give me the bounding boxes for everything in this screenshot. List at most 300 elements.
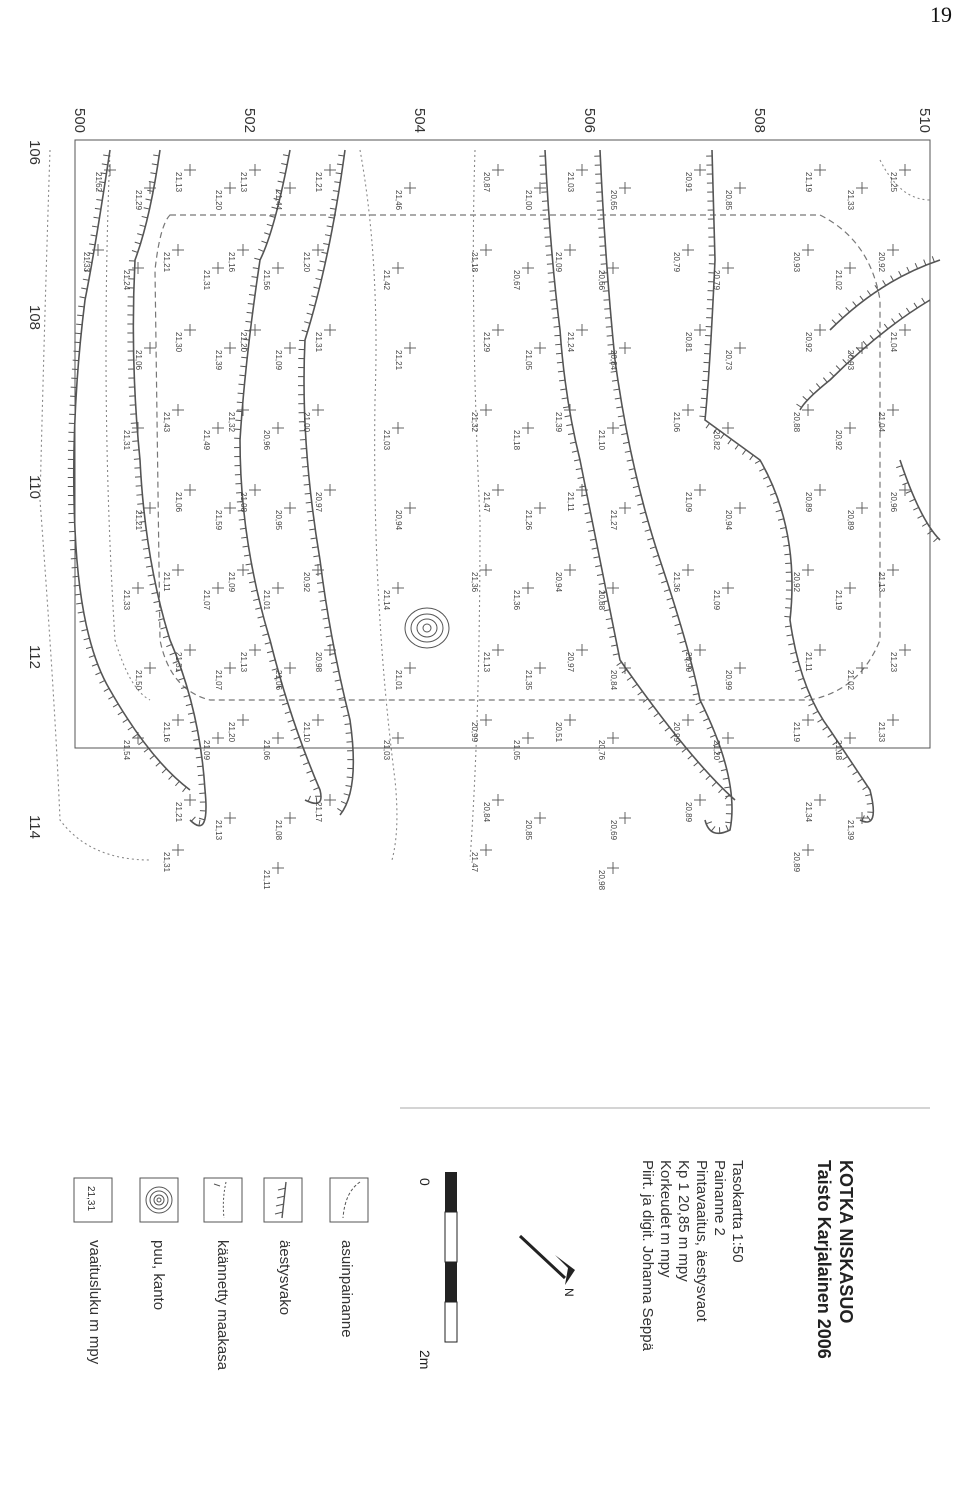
furrow-tick: [316, 278, 322, 279]
elevation-value: 21,54: [122, 740, 131, 761]
furrow-tick: [312, 547, 318, 548]
furrow-tick: [783, 545, 789, 546]
furrow-tick: [560, 389, 566, 390]
furrow-tick: [144, 748, 149, 752]
furrow-tick: [631, 477, 637, 478]
furrow-tick: [656, 564, 662, 566]
furrow-tick: [138, 741, 143, 745]
furrow-tick: [333, 191, 339, 192]
furrow-tick: [677, 633, 683, 635]
furrow-tick: [559, 380, 565, 381]
furrow-tick: [132, 251, 138, 253]
survey-cross-icon: [856, 662, 868, 674]
elevation-value: 20,92: [302, 572, 311, 593]
furrow-tick: [606, 327, 612, 328]
dotted-boundary-3: [40, 150, 150, 860]
elevation-value: 21,49: [202, 430, 211, 451]
furrow-tick: [320, 261, 326, 262]
furrow-tick: [291, 729, 297, 731]
survey-cross-icon: [172, 564, 184, 576]
furrow-tick: [260, 625, 266, 627]
survey-cross-icon: [284, 502, 296, 514]
furrow-3: [545, 150, 735, 800]
furrow-tick: [672, 615, 678, 617]
survey-cross-icon: [682, 564, 694, 576]
survey-cross-icon: [887, 714, 899, 726]
furrow-tick: [924, 260, 926, 266]
elevation-value: 21,18: [470, 252, 479, 273]
legend-label-2: äestysvako: [276, 1240, 293, 1316]
furrow-tick: [245, 321, 251, 322]
survey-cross-icon: [576, 644, 588, 656]
elevation-value: 20,89: [804, 492, 813, 513]
survey-cross-icon: [887, 404, 899, 416]
survey-cross-icon: [844, 262, 856, 274]
furrow-tick: [123, 719, 128, 722]
furrow-tick: [89, 656, 95, 658]
furrow-tick: [328, 217, 334, 218]
furrow-tick: [550, 291, 556, 292]
survey-cross-icon: [814, 644, 826, 656]
elevation-value: 21,31: [162, 852, 171, 873]
furrow-tick: [338, 155, 344, 156]
furrow-tick: [782, 536, 788, 537]
survey-cross-icon: [814, 484, 826, 496]
furrow-tick: [305, 493, 311, 494]
elevation-value: 20,95: [274, 510, 283, 531]
furrow-tick: [346, 733, 352, 734]
furrow-tick: [583, 504, 589, 505]
elevation-value: 21,02: [834, 270, 843, 291]
furrow-tick: [331, 199, 337, 200]
furrow-tick: [79, 621, 85, 622]
grid-col-label: 114: [26, 815, 43, 839]
furrow-tick: [89, 244, 95, 245]
survey-cross-icon: [899, 324, 911, 336]
grid-col-label: 108: [26, 305, 43, 331]
furrow-tick: [632, 684, 637, 688]
furrow-tick: [688, 755, 693, 759]
elevation-value: 21,02: [846, 670, 855, 691]
elevation-value: 21,29: [482, 332, 491, 353]
furrow-tick: [932, 256, 934, 262]
furrow-tick: [118, 712, 123, 715]
survey-cross-icon: [564, 564, 576, 576]
grid-row-label: 506: [581, 108, 598, 134]
legend-item-vaaitusluku: [74, 1178, 112, 1365]
furrow-tick: [186, 704, 192, 705]
survey-cross-icon: [172, 244, 184, 256]
furrow-tick: [335, 680, 341, 681]
furrow-tick: [608, 627, 614, 628]
furrow-tick: [326, 636, 332, 637]
elevation-value: 21,36: [470, 572, 479, 593]
furrow-tick: [558, 371, 564, 372]
elevation-value: 21,42: [382, 270, 391, 291]
furrow-tick: [83, 279, 89, 280]
elevation-value: 21,11: [804, 652, 813, 672]
elevation-value: 20,96: [889, 492, 898, 513]
furrow-tick: [669, 607, 675, 609]
furrow-tick: [658, 572, 664, 574]
legend-author: Taisto Karjalainen 2006: [814, 1160, 834, 1359]
elevation-value: 21,09: [712, 590, 721, 611]
furrow-tick: [853, 771, 858, 774]
furrow-tick: [588, 530, 594, 531]
furrow-tick: [576, 468, 582, 469]
furrow-tick: [331, 662, 337, 663]
survey-cross-icon: [814, 794, 826, 806]
scale-max: 2m: [417, 1350, 433, 1370]
elevation-value: 20,92: [834, 430, 843, 451]
furrow-tick: [694, 762, 699, 766]
elevation-value: 21,03: [382, 430, 391, 451]
grid-row-label: 510: [916, 108, 933, 134]
elevation-value: 21,31: [202, 270, 211, 291]
furrow-tick: [192, 730, 198, 731]
elevation-value: 21,20: [712, 740, 721, 761]
furrow-tick: [267, 224, 273, 226]
furrow-tick: [809, 390, 813, 394]
legend-label-4: puu, kanto: [150, 1240, 167, 1311]
furrow-tick: [190, 722, 196, 723]
elevation-value: 21,05: [512, 740, 521, 761]
legend-label-3: käännetty maakasa: [214, 1240, 231, 1371]
elevation-value: 21,35: [524, 670, 533, 691]
survey-cross-icon: [564, 244, 576, 256]
furrow-tick: [136, 495, 142, 496]
furrow-tick: [75, 333, 81, 334]
survey-cross-icon: [224, 812, 236, 824]
elevation-value: 21,08: [274, 820, 283, 841]
furrow-tick: [578, 477, 584, 478]
furrow-tick: [563, 407, 569, 408]
elevation-value: 21,20: [239, 332, 248, 353]
furrow-tick: [693, 694, 699, 695]
survey-cross-icon: [224, 662, 236, 674]
furrow-tick: [325, 235, 331, 236]
furrow-tick: [830, 372, 834, 376]
furrow-tick: [306, 771, 312, 773]
elevation-value: 21,21: [162, 252, 171, 273]
elevation-value: 20,99: [470, 722, 479, 743]
furrow-tick: [317, 582, 323, 583]
furrow-tick: [892, 319, 896, 324]
furrow-tick: [618, 416, 624, 417]
furrow-tick: [91, 235, 97, 236]
furrow-tick: [78, 612, 84, 613]
elevation-value: 20,99: [684, 652, 693, 673]
furrow-tick: [144, 208, 150, 209]
page-number: 19: [930, 2, 952, 27]
survey-cross-icon: [480, 244, 492, 256]
furrow-tick: [728, 439, 732, 444]
elevation-value: 21,00: [302, 412, 311, 433]
furrow-tick: [92, 226, 98, 227]
elevation-value: 21,16: [162, 722, 171, 743]
furrow-tick: [341, 801, 347, 803]
survey-cross-icon: [522, 732, 534, 744]
furrow-tick: [86, 647, 92, 649]
furrow-tick: [642, 521, 648, 523]
elevation-value: 20,94: [394, 510, 403, 531]
elevation-value: 20,91: [684, 172, 693, 193]
furrow-tick: [735, 444, 739, 449]
elevation-value: 21,59: [214, 510, 223, 531]
furrow-tick: [253, 268, 259, 269]
elevation-value: 21,34: [804, 802, 813, 823]
furrow-tick: [307, 511, 313, 512]
furrow-tick: [622, 670, 627, 673]
furrow-tick: [313, 556, 319, 557]
survey-cross-icon: [856, 502, 868, 514]
elevation-value: 21,56: [262, 270, 271, 291]
survey-cross-icon: [392, 582, 404, 594]
furrow-tick: [144, 557, 150, 558]
survey-cross-icon: [404, 662, 416, 674]
furrow-tick: [241, 537, 247, 538]
survey-cross-icon: [522, 422, 534, 434]
furrow-tick: [724, 787, 730, 788]
furrow-tick: [346, 785, 352, 786]
elevation-value: 21,06: [134, 350, 143, 371]
furrow-tick: [867, 803, 873, 804]
furrow-tick: [570, 442, 576, 443]
furrow-tick: [545, 246, 551, 247]
survey-cross-icon: [324, 794, 336, 806]
elevation-value: 21,33: [122, 590, 131, 611]
elevation-value: 21,20: [302, 252, 311, 273]
furrow-tick: [175, 781, 179, 786]
elevation-value: 21,27: [609, 510, 618, 531]
furrow-tick: [896, 466, 902, 468]
furrow-tick: [863, 341, 867, 346]
furrow-tick: [162, 769, 166, 773]
elevation-value: 20,84: [609, 670, 618, 691]
elevation-value: 20,99: [672, 722, 681, 743]
furrow-tick: [140, 225, 146, 227]
survey-cross-icon: [284, 342, 296, 354]
furrow-tick: [617, 662, 622, 665]
furrow-tick: [113, 704, 118, 707]
elevation-value: 21,13: [877, 572, 886, 593]
furrow-tick: [696, 702, 701, 705]
furrow-tick: [133, 450, 139, 451]
elevation-value: 21,06: [274, 670, 283, 691]
survey-cross-icon: [284, 182, 296, 194]
elevation-value: 20,93: [792, 252, 801, 273]
furrow-tick: [341, 706, 347, 707]
survey-cross-icon: [392, 732, 404, 744]
furrow-tick: [554, 326, 560, 327]
furrow-tick: [96, 199, 102, 200]
elevation-value: 21,05: [524, 350, 533, 371]
furrow-tick: [80, 297, 86, 298]
furrow-tick: [199, 820, 200, 826]
survey-cross-icon: [722, 422, 734, 434]
furrow-tick: [808, 703, 813, 706]
furrow-tick: [609, 636, 615, 637]
boxed-number-icon: 21,31: [85, 1186, 96, 1212]
furrow-tick: [625, 451, 631, 452]
furrow-tick: [309, 529, 315, 530]
furrow-tick: [300, 754, 306, 756]
legend-info-5: Korkeudet m mpy: [657, 1160, 674, 1278]
furrow-tick: [667, 598, 673, 600]
survey-cross-icon: [534, 502, 546, 514]
furrow-tick: [770, 493, 776, 495]
furrow-tick: [607, 336, 613, 337]
legend-info-2: Painanne 2: [711, 1160, 728, 1236]
furrow-tick: [796, 404, 801, 407]
elevation-value: 21,33: [846, 190, 855, 211]
survey-cross-icon: [272, 582, 284, 594]
furrow-tick: [653, 555, 659, 557]
furrow-tick: [244, 555, 250, 556]
elevation-value: 20,51: [554, 722, 563, 743]
elevation-value: 21,20: [214, 190, 223, 211]
elevation-value: 21,13: [239, 652, 248, 673]
furrow-tick: [899, 271, 902, 276]
survey-cross-icon: [734, 182, 746, 194]
elevation-value: 20,79: [672, 252, 681, 273]
survey-cross-icon: [814, 164, 826, 176]
survey-cross-icon: [184, 484, 196, 496]
furrow-tick: [294, 737, 300, 739]
furrow-tick: [611, 371, 617, 372]
furrow-tick: [310, 779, 316, 781]
furrow-tick: [546, 255, 552, 256]
elevation-value: 21,14: [382, 590, 391, 611]
furrow-tick: [706, 775, 710, 779]
furrow-tick: [682, 748, 687, 752]
furrow-tick: [922, 298, 925, 303]
furrow-tick: [193, 739, 199, 740]
survey-cross-icon: [887, 564, 899, 576]
furrow-tick: [726, 825, 728, 830]
survey-cross-icon: [224, 502, 236, 514]
elevation-value: 21,26: [524, 510, 533, 531]
scale-zero: 0: [417, 1178, 433, 1186]
elevation-value: 20,96: [262, 430, 271, 451]
furrow-tick: [691, 685, 697, 686]
furrow-tick: [74, 585, 80, 586]
elevation-value: 21,09: [274, 350, 283, 371]
elevation-value: 21,11: [162, 572, 171, 592]
furrow-tick: [907, 267, 910, 272]
furrow-tick: [719, 788, 723, 792]
elevation-value: 21,36: [672, 572, 681, 593]
furrow-tick: [568, 433, 574, 434]
grid-row-label: 504: [411, 108, 428, 134]
elevation-value: 21,21: [394, 350, 403, 371]
survey-cross-icon: [619, 502, 631, 514]
north-label: N: [562, 1288, 576, 1297]
survey-cross-icon: [237, 244, 249, 256]
survey-cross-icon: [284, 662, 296, 674]
survey-cross-icon: [272, 262, 284, 274]
survey-cross-icon: [607, 582, 619, 594]
elevation-value: 20,89: [846, 510, 855, 531]
furrow-tick: [188, 713, 194, 714]
tree-stump-rings: [405, 608, 449, 648]
furrow-tick: [813, 711, 818, 714]
elevation-value: 21,17: [314, 802, 323, 823]
elevation-value: 21,39: [214, 350, 223, 371]
survey-cross-icon: [856, 342, 868, 354]
elevation-value: 21,19: [834, 590, 843, 611]
survey-cross-icon: [694, 324, 706, 336]
furrow-tick: [158, 619, 164, 621]
elevation-value: 21,03: [566, 172, 575, 193]
elevation-value: 20,93: [846, 350, 855, 371]
elevation-value: 21,39: [554, 412, 563, 433]
elevation-value: 21,46: [394, 190, 403, 211]
furrow-tick: [243, 546, 249, 547]
elevation-value: 21,33: [82, 252, 91, 273]
elevation-value: 21,47: [470, 852, 479, 873]
survey-cross-icon: [694, 164, 706, 176]
elevation-value: 21,09: [554, 252, 563, 273]
furrow-tick: [640, 512, 646, 514]
elevation-value: 21,06: [174, 492, 183, 513]
furrow-tick: [629, 469, 635, 470]
furrow-tick: [883, 280, 886, 285]
furrow-tick: [146, 199, 152, 200]
furrow-tick: [304, 484, 310, 485]
furrow-tick: [870, 335, 874, 340]
furrow-tick: [142, 216, 148, 217]
furrow-tick: [163, 636, 169, 638]
legend-info-1: Tasokartta 1:50: [729, 1160, 746, 1263]
furrow-tick: [337, 808, 342, 811]
furrow-tick: [817, 719, 822, 722]
elevation-value: 20,81: [684, 332, 693, 353]
furrow-tick: [595, 566, 601, 567]
furrow-tick: [132, 441, 138, 442]
elevation-value: 21,21: [174, 802, 183, 823]
furrow-tick: [303, 475, 309, 476]
elevation-value: 21,09: [202, 740, 211, 761]
furrow-tick: [255, 608, 261, 609]
survey-cross-icon: [312, 404, 324, 416]
furrow-tick: [74, 342, 80, 343]
furrow-tick: [76, 603, 82, 604]
furrow-tick: [183, 787, 187, 792]
elevation-value: 20,94: [724, 510, 733, 531]
furrow-tick: [198, 775, 204, 776]
survey-cross-icon: [144, 662, 156, 674]
furrow-tick: [337, 689, 343, 690]
elevation-value: 20,84: [482, 802, 491, 823]
scale-bar: [417, 1172, 457, 1369]
furrow-tick: [665, 727, 670, 731]
survey-cross-icon: [619, 812, 631, 824]
furrow-tick: [550, 300, 556, 301]
furrow-tick: [262, 634, 268, 636]
survey-cross-icon: [619, 342, 631, 354]
survey-cross-icon: [492, 164, 504, 176]
furrow-tick: [909, 499, 914, 501]
elevation-value: 21,23: [889, 652, 898, 673]
furrow-tick: [344, 794, 350, 796]
furrow-tick: [613, 654, 619, 655]
survey-cross-icon: [844, 732, 856, 744]
furrow-tick: [343, 715, 349, 716]
furrow-tick: [240, 366, 246, 367]
survey-cross-icon: [184, 644, 196, 656]
furrow-tick: [586, 521, 592, 522]
